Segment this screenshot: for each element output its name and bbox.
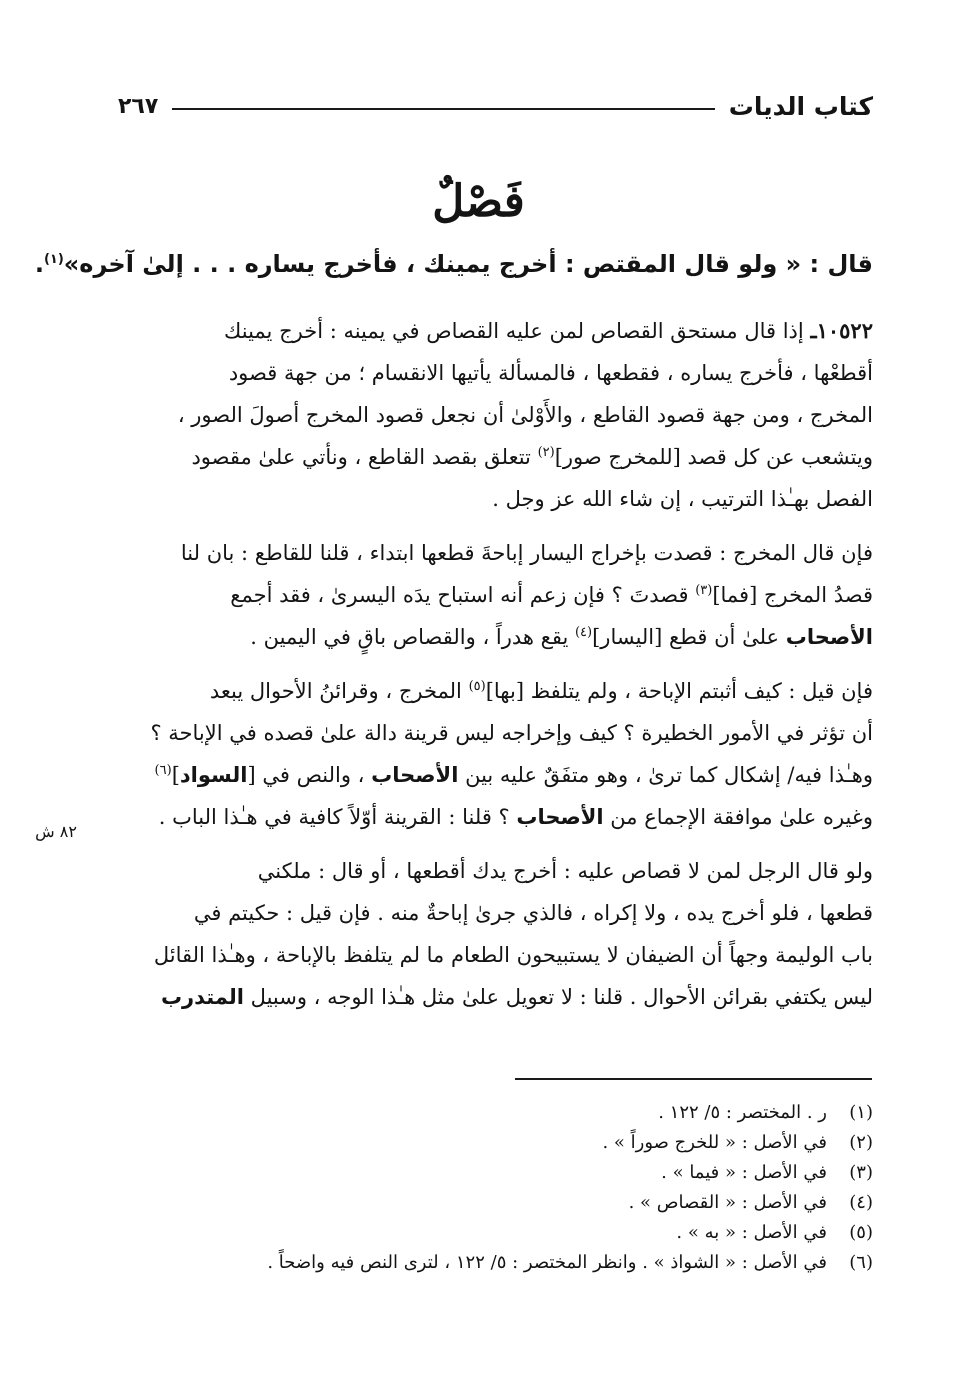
text-run: يقع هدراً ، والقصاص باقٍ في اليمين .: [250, 625, 575, 649]
text-run: قصدتَ ؟ فإن زعم أنه استباح يدَه اليسرىٰ ، فقد أجمع: [230, 583, 696, 607]
paragraph-3: [100, 670, 873, 838]
footnote: [150, 1098, 873, 1128]
text-run: ليس يكتفي بقرائن الأحوال . قلنا : لا تعويل علىٰ مثل هـٰذا الوجه ، وسبيل: [244, 985, 873, 1009]
text-line: ولو قال الرجل لمن لا قصاص عليه : أخرج يدك أقطعها ، أو قال : ملكني: [257, 859, 873, 883]
text-line: أقطعْها ، فأخرج يساره ، فقطعها ، فالمسألة يأتيها الانقسام ؛ من جهة قصود: [228, 361, 873, 385]
footnote: [150, 1218, 873, 1248]
text-line: باب الوليمة وجهاً أن الضيفان لا يستبيحون الطعام ما لم يتلفظ بالإباحة ، وهـٰذا القائل: [153, 943, 873, 967]
text-line: أن تؤثر في الأمور الخطيرة ؟ كيف وإخراجه ليس قرينة دالة علىٰ قصده في الإباحة ؟: [150, 721, 873, 745]
text-run: ، والنص في [: [247, 763, 372, 787]
footnote: [150, 1128, 873, 1158]
text-run: ؟ قلنا : القرينة أوّلاً كافية في هـٰذا الباب .: [158, 805, 517, 829]
footnote-text: ر . المختصر : ٥/ ١٢٢ .: [658, 1102, 827, 1123]
text-line: [100, 616, 873, 658]
quote-text: قال : « ولو قال المقتص : أخرج يمينك ، فأخرج يساره . . . إلىٰ آخره»: [63, 250, 873, 278]
bold-term: المتدرب: [160, 985, 244, 1009]
footnote-ref: (٥): [468, 679, 486, 694]
text-line: [100, 976, 873, 1018]
bold-term: الأصحاب: [516, 805, 604, 829]
header-rule: [172, 108, 714, 110]
text-run: إذا قال مستحق القصاص لمن عليه القصاص في يمينه : أخرج يمينك: [224, 319, 804, 343]
bold-term: السواد: [179, 763, 248, 787]
text-line: [100, 310, 873, 352]
footnote-ref: (٢): [537, 445, 555, 460]
footnote-number: (٣): [849, 1162, 873, 1183]
footnote: [150, 1188, 873, 1218]
paragraph-number: ١٠٥٢٢ـ: [810, 318, 873, 343]
text-line: [100, 796, 873, 838]
text-run: وغيره علىٰ موافقة الإجماع من: [603, 805, 873, 829]
text-run: علىٰ أن قطع [اليسار]: [592, 625, 786, 649]
text-run: وهـٰذا فيه/ إشكال كما ترىٰ ، وهو متفَقٌ عليه بين: [458, 763, 873, 787]
text-run: فإن قيل : كيف أثبتم الإباحة ، ولم يتلفظ [بها]: [485, 679, 873, 703]
running-header: [118, 86, 873, 126]
bold-term: الأصحاب: [371, 763, 459, 787]
quoted-text: [34, 244, 873, 284]
bold-term: الأصحاب: [785, 625, 873, 649]
footnote-number: (٤): [849, 1192, 873, 1213]
footnote: [150, 1248, 873, 1278]
footnote-number: (١): [849, 1102, 873, 1123]
paragraph-4: [100, 850, 873, 1018]
page-number: ٢٦٧: [118, 93, 159, 119]
footnote-ref: (٣): [695, 583, 713, 598]
footnote-ref: (٦): [154, 763, 172, 778]
footnote-number: (٥): [849, 1222, 873, 1243]
text-run: تتعلق بقصد القاطع ، ونأتي علىٰ مقصود: [191, 445, 538, 469]
text-line: [100, 436, 873, 478]
margin-note: ٨٢ ش: [35, 822, 77, 841]
quote-end: .: [34, 250, 44, 278]
footnote-text: في الأصل : « به » .: [676, 1222, 827, 1243]
footnote-ref: (٤): [574, 625, 593, 640]
text-run: ]: [171, 763, 180, 787]
footnotes: [150, 1098, 873, 1278]
footnote-text: في الأصل : « للخرج صوراً » .: [602, 1132, 827, 1153]
text-line: قطعها ، فلو أخرج يده ، ولا إكراه ، فالذي جرىٰ إباحةٌ منه . فإن قيل : حكيتم في: [193, 901, 873, 925]
paragraph-1: [100, 310, 873, 520]
text-run: ويتشعب عن كل قصد [للمخرج صور]: [554, 445, 873, 469]
footnote-number: (٢): [849, 1132, 873, 1153]
footnote-ref: (١): [43, 252, 64, 267]
footnote-rule: [515, 1078, 872, 1080]
text-line: [100, 670, 873, 712]
paragraph-2: [100, 532, 873, 658]
book-title: كتاب الديات: [728, 91, 873, 121]
text-line: [100, 574, 873, 616]
text-line: [100, 754, 873, 796]
text-line: الفصل بهـٰذا الترتيب ، إن شاء الله عز وجل .: [492, 487, 873, 511]
section-heading: فَصْلٌ: [432, 176, 525, 227]
text-run: قصدُ المخرج [فما]: [712, 583, 873, 607]
text-line: المخرج ، ومن جهة قصود القاطع ، والأَوْلىٰ أن نجعل قصود المخرج أصولَ الصور ،: [177, 403, 873, 427]
footnote: [150, 1158, 873, 1188]
footnote-number: (٦): [849, 1252, 873, 1273]
text-line: فإن قال المخرج : قصدت بإخراج اليسار إباحةَ قطعها ابتداء ، قلنا للقاطع : بان لنا: [180, 541, 873, 565]
main-text: [100, 310, 873, 1018]
footnote-text: في الأصل : « فيما » .: [661, 1162, 827, 1183]
footnote-text: في الأصل : « القصاص » .: [628, 1192, 827, 1213]
footnote-text: في الأصل : « الشواذ » . وانظر المختصر : ٥/ ١٢٢ ، لترى النص فيه واضحاً .: [267, 1252, 827, 1273]
text-run: المخرج ، وقرائنُ الأحوال يبعد: [209, 679, 469, 703]
